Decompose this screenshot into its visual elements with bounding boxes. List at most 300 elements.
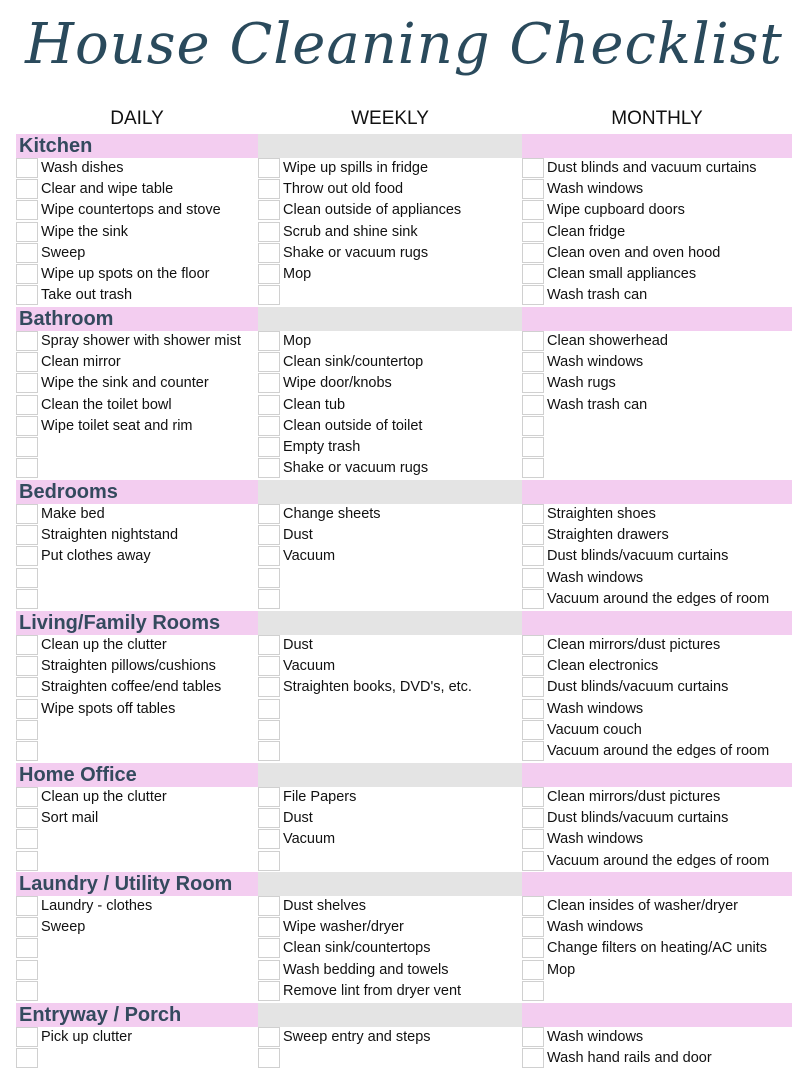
task-checkbox[interactable] — [258, 179, 280, 199]
task-checkbox[interactable] — [258, 1027, 280, 1047]
task-label: Clean small appliances — [547, 265, 697, 282]
task-checkbox[interactable] — [522, 1027, 544, 1047]
task-row — [522, 960, 792, 981]
task-label: Vacuum — [283, 548, 336, 565]
task-checkbox[interactable] — [258, 200, 280, 220]
task-checkbox[interactable] — [522, 568, 544, 588]
task-label: Vacuum around the edges of room — [547, 590, 770, 607]
section-bedrooms — [16, 480, 792, 610]
task-column-monthly — [522, 158, 792, 306]
section-title: Bedrooms — [19, 481, 118, 503]
task-label: Straighten coffee/end tables — [41, 679, 222, 696]
task-checkbox[interactable] — [16, 222, 38, 242]
task-label: Wipe cupboard doors — [547, 202, 685, 219]
task-checkbox[interactable] — [258, 158, 280, 178]
task-label: Wipe toilet seat and rim — [41, 417, 193, 434]
task-column-monthly — [522, 504, 792, 610]
task-checkbox[interactable] — [16, 960, 38, 980]
task-label: Clean up the clutter — [41, 637, 167, 653]
task-label: Clean insides of washer/dryer — [547, 898, 739, 914]
task-checkbox[interactable] — [16, 546, 38, 566]
task-row — [258, 158, 522, 179]
task-row — [16, 787, 258, 808]
task-label: Clean up the clutter — [41, 789, 167, 805]
task-row — [16, 158, 258, 179]
task-column-weekly — [258, 787, 522, 872]
task-label: Wipe countertops and stove — [41, 202, 221, 219]
task-label: Vacuum around the edges of room — [547, 852, 770, 869]
task-label: Shake or vacuum rugs — [283, 244, 429, 261]
task-row — [16, 1048, 258, 1069]
task-row — [16, 808, 258, 829]
task-checkbox[interactable] — [522, 373, 544, 393]
task-checkbox[interactable] — [16, 896, 38, 916]
task-row — [522, 741, 792, 762]
task-row — [16, 285, 258, 306]
task-checkbox[interactable] — [522, 981, 544, 1001]
task-checkbox[interactable] — [16, 395, 38, 415]
task-row — [16, 960, 258, 981]
task-checkbox[interactable] — [16, 787, 38, 807]
task-row — [522, 720, 792, 741]
task-label: Dust blinds/vacuum curtains — [547, 548, 729, 565]
task-checkbox[interactable] — [258, 829, 280, 849]
task-row — [16, 222, 258, 243]
task-label: Sweep — [41, 244, 86, 261]
task-row — [258, 677, 522, 698]
task-row — [522, 395, 792, 416]
task-checkbox[interactable] — [16, 677, 38, 697]
task-row — [258, 416, 522, 437]
task-label: Wipe door/knobs — [283, 375, 392, 392]
task-row — [258, 331, 522, 352]
task-checkbox[interactable] — [522, 896, 544, 916]
task-checkbox[interactable] — [258, 851, 280, 871]
task-checkbox[interactable] — [16, 437, 38, 457]
task-checkbox[interactable] — [522, 200, 544, 220]
task-label: Wash windows — [547, 700, 644, 717]
task-label: Vacuum — [283, 831, 336, 848]
section-header-band-weekly — [258, 307, 522, 331]
task-label: Scrub and shine sink — [283, 223, 418, 240]
task-row — [16, 938, 258, 959]
task-label: Make bed — [41, 506, 105, 522]
task-row — [258, 437, 522, 458]
task-checkbox[interactable] — [16, 699, 38, 719]
task-row — [16, 352, 258, 373]
task-checkbox[interactable] — [16, 656, 38, 676]
task-label: Clean mirrors/dust pictures — [547, 789, 721, 805]
task-row — [522, 829, 792, 850]
task-row — [522, 352, 792, 373]
task-checkbox[interactable] — [522, 158, 544, 178]
task-label: Mop — [547, 961, 576, 978]
task-checkbox[interactable] — [16, 808, 38, 828]
task-checkbox[interactable] — [258, 917, 280, 937]
section-title: Entryway / Porch — [19, 1004, 182, 1026]
task-label: Spray shower with shower mist — [41, 333, 241, 349]
task-label: Wash windows — [547, 569, 644, 586]
column-header-daily: DAILY — [110, 108, 164, 129]
task-row — [16, 179, 258, 200]
task-checkbox[interactable] — [16, 568, 38, 588]
task-label: Mop — [283, 333, 312, 349]
task-row — [522, 981, 792, 1002]
task-label: Straighten books, DVD's, etc. — [283, 679, 472, 696]
task-row — [16, 851, 258, 872]
task-checkbox[interactable] — [258, 395, 280, 415]
section-laundry-utility-room — [16, 872, 792, 1002]
task-label: Throw out old food — [283, 181, 404, 198]
task-checkbox[interactable] — [522, 525, 544, 545]
section-title: Living/Family Rooms — [19, 612, 221, 634]
task-checkbox[interactable] — [258, 589, 280, 609]
task-label: Wash windows — [547, 919, 644, 936]
task-row — [522, 677, 792, 698]
task-row — [258, 222, 522, 243]
task-checkbox[interactable] — [16, 243, 38, 263]
task-label: Clean fridge — [547, 223, 626, 240]
task-checkbox[interactable] — [258, 525, 280, 545]
task-row — [16, 416, 258, 437]
task-checkbox[interactable] — [522, 546, 544, 566]
task-label: Wash bedding and towels — [283, 961, 449, 978]
task-column-monthly — [522, 331, 792, 479]
task-label: Straighten nightstand — [41, 527, 179, 544]
task-checkbox[interactable] — [522, 1048, 544, 1068]
task-checkbox[interactable] — [258, 264, 280, 284]
task-label: Wash trash can — [547, 287, 648, 304]
task-checkbox[interactable] — [522, 285, 544, 305]
task-label: Dust blinds/vacuum curtains — [547, 679, 729, 696]
task-row — [522, 546, 792, 567]
task-checkbox[interactable] — [258, 677, 280, 697]
task-label: Sweep — [41, 919, 86, 936]
task-row — [522, 458, 792, 479]
task-row — [258, 589, 522, 610]
task-label: Wash windows — [547, 831, 644, 848]
task-checkbox[interactable] — [258, 938, 280, 958]
task-checkbox[interactable] — [258, 243, 280, 263]
task-row — [522, 699, 792, 720]
task-label: Dust — [283, 637, 313, 653]
task-checkbox[interactable] — [522, 851, 544, 871]
task-checkbox[interactable] — [258, 741, 280, 761]
task-label: Wash dishes — [41, 160, 124, 176]
task-row — [522, 787, 792, 808]
task-checkbox[interactable] — [16, 373, 38, 393]
task-checkbox[interactable] — [522, 787, 544, 807]
task-row — [522, 917, 792, 938]
section-header — [16, 763, 792, 787]
task-checkbox[interactable] — [522, 677, 544, 697]
task-checkbox[interactable] — [16, 851, 38, 871]
task-row — [522, 179, 792, 200]
task-checkbox[interactable] — [258, 896, 280, 916]
task-column-weekly — [258, 635, 522, 762]
section-header-band-weekly — [258, 134, 522, 158]
task-label: Wash trash can — [547, 396, 648, 413]
task-row — [16, 458, 258, 479]
task-checkbox[interactable] — [16, 720, 38, 740]
task-checkbox[interactable] — [16, 179, 38, 199]
task-label: File Papers — [283, 789, 357, 805]
task-row — [258, 458, 522, 479]
section-title: Bathroom — [19, 308, 114, 330]
column-header-weekly: WEEKLY — [351, 108, 429, 129]
task-row — [522, 851, 792, 872]
task-checkbox[interactable] — [16, 829, 38, 849]
task-checkbox[interactable] — [16, 200, 38, 220]
task-checkbox[interactable] — [16, 285, 38, 305]
task-checkbox[interactable] — [16, 504, 38, 524]
task-checkbox[interactable] — [258, 787, 280, 807]
task-checkbox[interactable] — [16, 981, 38, 1001]
task-label: Laundry - clothes — [41, 898, 153, 914]
task-row — [16, 981, 258, 1002]
task-label: Clean tub — [283, 396, 346, 413]
task-checkbox[interactable] — [522, 504, 544, 524]
task-checkbox[interactable] — [16, 416, 38, 436]
section-entryway-porch — [16, 1003, 792, 1069]
task-row — [16, 589, 258, 610]
task-label: Vacuum couch — [547, 721, 642, 738]
task-checkbox[interactable] — [522, 222, 544, 242]
task-column-daily — [16, 504, 258, 610]
task-checkbox[interactable] — [522, 699, 544, 719]
task-checkbox[interactable] — [258, 373, 280, 393]
task-checkbox[interactable] — [522, 395, 544, 415]
task-column-daily — [16, 331, 258, 479]
task-label: Clean mirrors/dust pictures — [547, 637, 721, 653]
task-row — [522, 158, 792, 179]
task-label: Change sheets — [283, 506, 381, 522]
section-header-band-monthly — [522, 307, 792, 331]
task-column-weekly — [258, 158, 522, 306]
task-row — [522, 656, 792, 677]
task-row — [522, 938, 792, 959]
task-row — [258, 960, 522, 981]
task-label: Clean mirror — [41, 354, 121, 371]
section-home-office — [16, 763, 792, 872]
section-bathroom — [16, 307, 792, 479]
task-row — [258, 917, 522, 938]
task-checkbox[interactable] — [16, 331, 38, 351]
task-column-weekly — [258, 331, 522, 479]
task-checkbox[interactable] — [522, 635, 544, 655]
task-row — [258, 568, 522, 589]
task-checkbox[interactable] — [16, 458, 38, 478]
section-header-band-weekly — [258, 872, 522, 896]
task-checkbox[interactable] — [522, 458, 544, 478]
task-row — [258, 896, 522, 917]
task-row — [258, 938, 522, 959]
task-row — [16, 546, 258, 567]
task-checkbox[interactable] — [522, 264, 544, 284]
task-checkbox[interactable] — [522, 352, 544, 372]
section-title: Kitchen — [19, 135, 93, 157]
task-label: Put clothes away — [41, 548, 151, 565]
task-row — [16, 331, 258, 352]
task-row — [258, 525, 522, 546]
task-row — [258, 699, 522, 720]
task-checkbox[interactable] — [258, 437, 280, 457]
section-living-family-rooms — [16, 611, 792, 762]
task-row — [522, 373, 792, 394]
task-checkbox[interactable] — [522, 331, 544, 351]
task-label: Straighten shoes — [547, 506, 656, 522]
task-checkbox[interactable] — [258, 504, 280, 524]
task-label: Shake or vacuum rugs — [283, 460, 429, 477]
task-checkbox[interactable] — [258, 699, 280, 719]
task-checkbox[interactable] — [258, 352, 280, 372]
task-checkbox[interactable] — [522, 741, 544, 761]
task-checkbox[interactable] — [258, 981, 280, 1001]
task-checkbox[interactable] — [258, 416, 280, 436]
task-checkbox[interactable] — [522, 437, 544, 457]
task-checkbox[interactable] — [258, 960, 280, 980]
task-checkbox[interactable] — [16, 352, 38, 372]
task-row — [258, 395, 522, 416]
task-label: Wash windows — [547, 1029, 644, 1045]
section-kitchen — [16, 134, 792, 306]
task-label: Clean electronics — [547, 658, 659, 675]
task-checkbox[interactable] — [522, 720, 544, 740]
task-checkbox[interactable] — [16, 741, 38, 761]
task-label: Clear and wipe table — [41, 181, 174, 198]
task-row — [16, 677, 258, 698]
section-header-band-monthly — [522, 134, 792, 158]
task-row — [16, 1027, 258, 1048]
section-header — [16, 611, 792, 635]
task-row — [258, 741, 522, 762]
task-label: Pick up clutter — [41, 1029, 133, 1045]
task-label: Clean the toilet bowl — [41, 396, 172, 413]
task-label: Wash hand rails and door — [547, 1050, 712, 1067]
task-checkbox[interactable] — [258, 720, 280, 740]
task-label: Remove lint from dryer vent — [283, 982, 462, 999]
task-checkbox[interactable] — [16, 1048, 38, 1068]
task-row — [258, 373, 522, 394]
task-checkbox[interactable] — [522, 656, 544, 676]
task-label: Wash windows — [547, 181, 644, 198]
task-row — [522, 568, 792, 589]
section-header — [16, 480, 792, 504]
task-checkbox[interactable] — [258, 808, 280, 828]
task-row — [522, 525, 792, 546]
task-column-monthly — [522, 787, 792, 872]
task-row — [16, 741, 258, 762]
task-row — [258, 243, 522, 264]
task-checkbox[interactable] — [522, 917, 544, 937]
task-label: Vacuum around the edges of room — [547, 742, 770, 759]
task-checkbox[interactable] — [522, 960, 544, 980]
task-row — [522, 200, 792, 221]
task-checkbox[interactable] — [522, 589, 544, 609]
task-checkbox[interactable] — [522, 416, 544, 436]
task-checkbox[interactable] — [258, 222, 280, 242]
section-header — [16, 1003, 792, 1027]
task-checkbox[interactable] — [522, 243, 544, 263]
task-checkbox[interactable] — [16, 264, 38, 284]
task-label: Straighten pillows/cushions — [41, 658, 216, 675]
task-label: Empty trash — [283, 438, 361, 455]
task-label: Straighten drawers — [547, 527, 669, 544]
task-row — [522, 1027, 792, 1048]
task-label: Wipe the sink and counter — [41, 375, 209, 392]
task-checkbox[interactable] — [16, 1027, 38, 1047]
task-row — [522, 808, 792, 829]
task-label: Mop — [283, 265, 312, 282]
section-header-band-weekly — [258, 480, 522, 504]
task-checkbox[interactable] — [16, 589, 38, 609]
task-label: Clean oven and oven hood — [547, 244, 721, 261]
task-checkbox[interactable] — [258, 635, 280, 655]
task-label: Clean outside of appliances — [283, 202, 462, 219]
task-row — [16, 243, 258, 264]
task-row — [522, 504, 792, 525]
task-checkbox[interactable] — [522, 179, 544, 199]
task-label: Clean outside of toilet — [283, 417, 423, 434]
task-checkbox[interactable] — [258, 546, 280, 566]
task-checkbox[interactable] — [258, 285, 280, 305]
task-column-weekly — [258, 896, 522, 1002]
task-checkbox[interactable] — [16, 938, 38, 958]
task-checkbox[interactable] — [258, 568, 280, 588]
task-row — [258, 656, 522, 677]
task-row — [258, 829, 522, 850]
task-checkbox[interactable] — [522, 829, 544, 849]
task-checkbox[interactable] — [522, 938, 544, 958]
task-checkbox[interactable] — [258, 656, 280, 676]
section-header — [16, 307, 792, 331]
task-row — [16, 829, 258, 850]
section-header-band-monthly — [522, 763, 792, 787]
task-row — [16, 504, 258, 525]
task-checkbox[interactable] — [16, 917, 38, 937]
task-row — [258, 352, 522, 373]
task-checkbox[interactable] — [16, 525, 38, 545]
task-row — [522, 331, 792, 352]
task-row — [522, 635, 792, 656]
task-row — [522, 285, 792, 306]
task-row — [258, 179, 522, 200]
task-checkbox[interactable] — [258, 331, 280, 351]
task-row — [522, 243, 792, 264]
task-column-weekly — [258, 504, 522, 610]
task-row — [16, 395, 258, 416]
task-row — [16, 568, 258, 589]
task-column-weekly — [258, 1027, 522, 1069]
task-checkbox[interactable] — [16, 635, 38, 655]
task-row — [258, 635, 522, 656]
task-checkbox[interactable] — [16, 158, 38, 178]
task-label: Wash rugs — [547, 375, 616, 392]
page-title: House Cleaning Checklist — [25, 12, 783, 77]
task-label: Wipe up spills in fridge — [283, 160, 429, 176]
task-checkbox[interactable] — [258, 1048, 280, 1068]
task-label: Wipe washer/dryer — [283, 919, 404, 936]
task-row — [522, 896, 792, 917]
task-column-daily — [16, 158, 258, 306]
task-label: Clean showerhead — [547, 333, 668, 349]
task-row — [16, 437, 258, 458]
task-row — [16, 699, 258, 720]
task-checkbox[interactable] — [522, 808, 544, 828]
task-row — [258, 808, 522, 829]
section-header-band-weekly — [258, 1003, 522, 1027]
task-checkbox[interactable] — [258, 458, 280, 478]
